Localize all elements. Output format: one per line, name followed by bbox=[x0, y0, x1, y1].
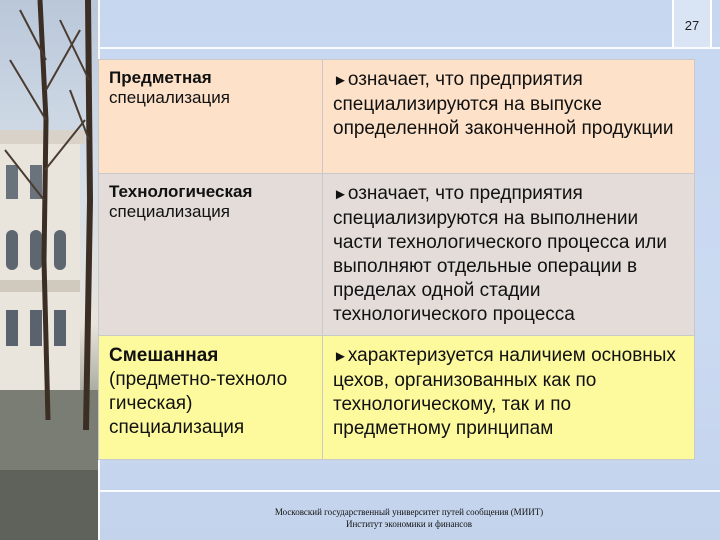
term-rest: специализация bbox=[109, 202, 230, 221]
term-cell bbox=[99, 60, 323, 174]
term-title: Предметная bbox=[109, 68, 212, 87]
building-photo bbox=[0, 0, 98, 540]
definition-text: означает, что предприятия специализируются на выпуске определенной законченной продукции bbox=[333, 69, 674, 139]
table-row bbox=[99, 174, 695, 336]
frame-line-bottom bbox=[98, 490, 720, 492]
footer-institute: Институт экономики и финансов bbox=[345, 519, 473, 529]
arrow-icon: ► bbox=[333, 72, 348, 89]
term-rest: специализация bbox=[109, 88, 230, 107]
table-row bbox=[99, 336, 695, 460]
arrow-icon: ► bbox=[333, 348, 348, 365]
specialization-table bbox=[98, 59, 695, 460]
definition-cell bbox=[323, 336, 695, 460]
building-photo-art bbox=[0, 0, 98, 540]
definition-text: характеризуется наличием основных цехов, организованных как по технологическому, так и по предметному принципам bbox=[333, 345, 676, 439]
definition-cell bbox=[323, 174, 695, 336]
page-number-box bbox=[672, 0, 712, 47]
term-title: Смешанная bbox=[109, 345, 219, 366]
term-rest: (предметно-техноло гическая) специализация bbox=[109, 369, 288, 438]
definition-text: означает, что предприятия специализируются на выполнении части технологического процесса или выполняют отдельные операции в пределах одной стадии технологического процесса bbox=[333, 183, 667, 325]
frame-line-top bbox=[98, 47, 720, 49]
footer bbox=[98, 506, 720, 530]
term-title: Технологическая bbox=[109, 182, 253, 201]
term-cell bbox=[99, 174, 323, 336]
footer-university: Московский государственный университет путей сообщения (МИИТ) bbox=[274, 507, 544, 517]
definition-cell bbox=[323, 60, 695, 174]
arrow-icon: ► bbox=[333, 186, 348, 203]
table-row bbox=[99, 60, 695, 174]
term-cell bbox=[99, 336, 323, 460]
page-number: 27 bbox=[684, 18, 700, 33]
